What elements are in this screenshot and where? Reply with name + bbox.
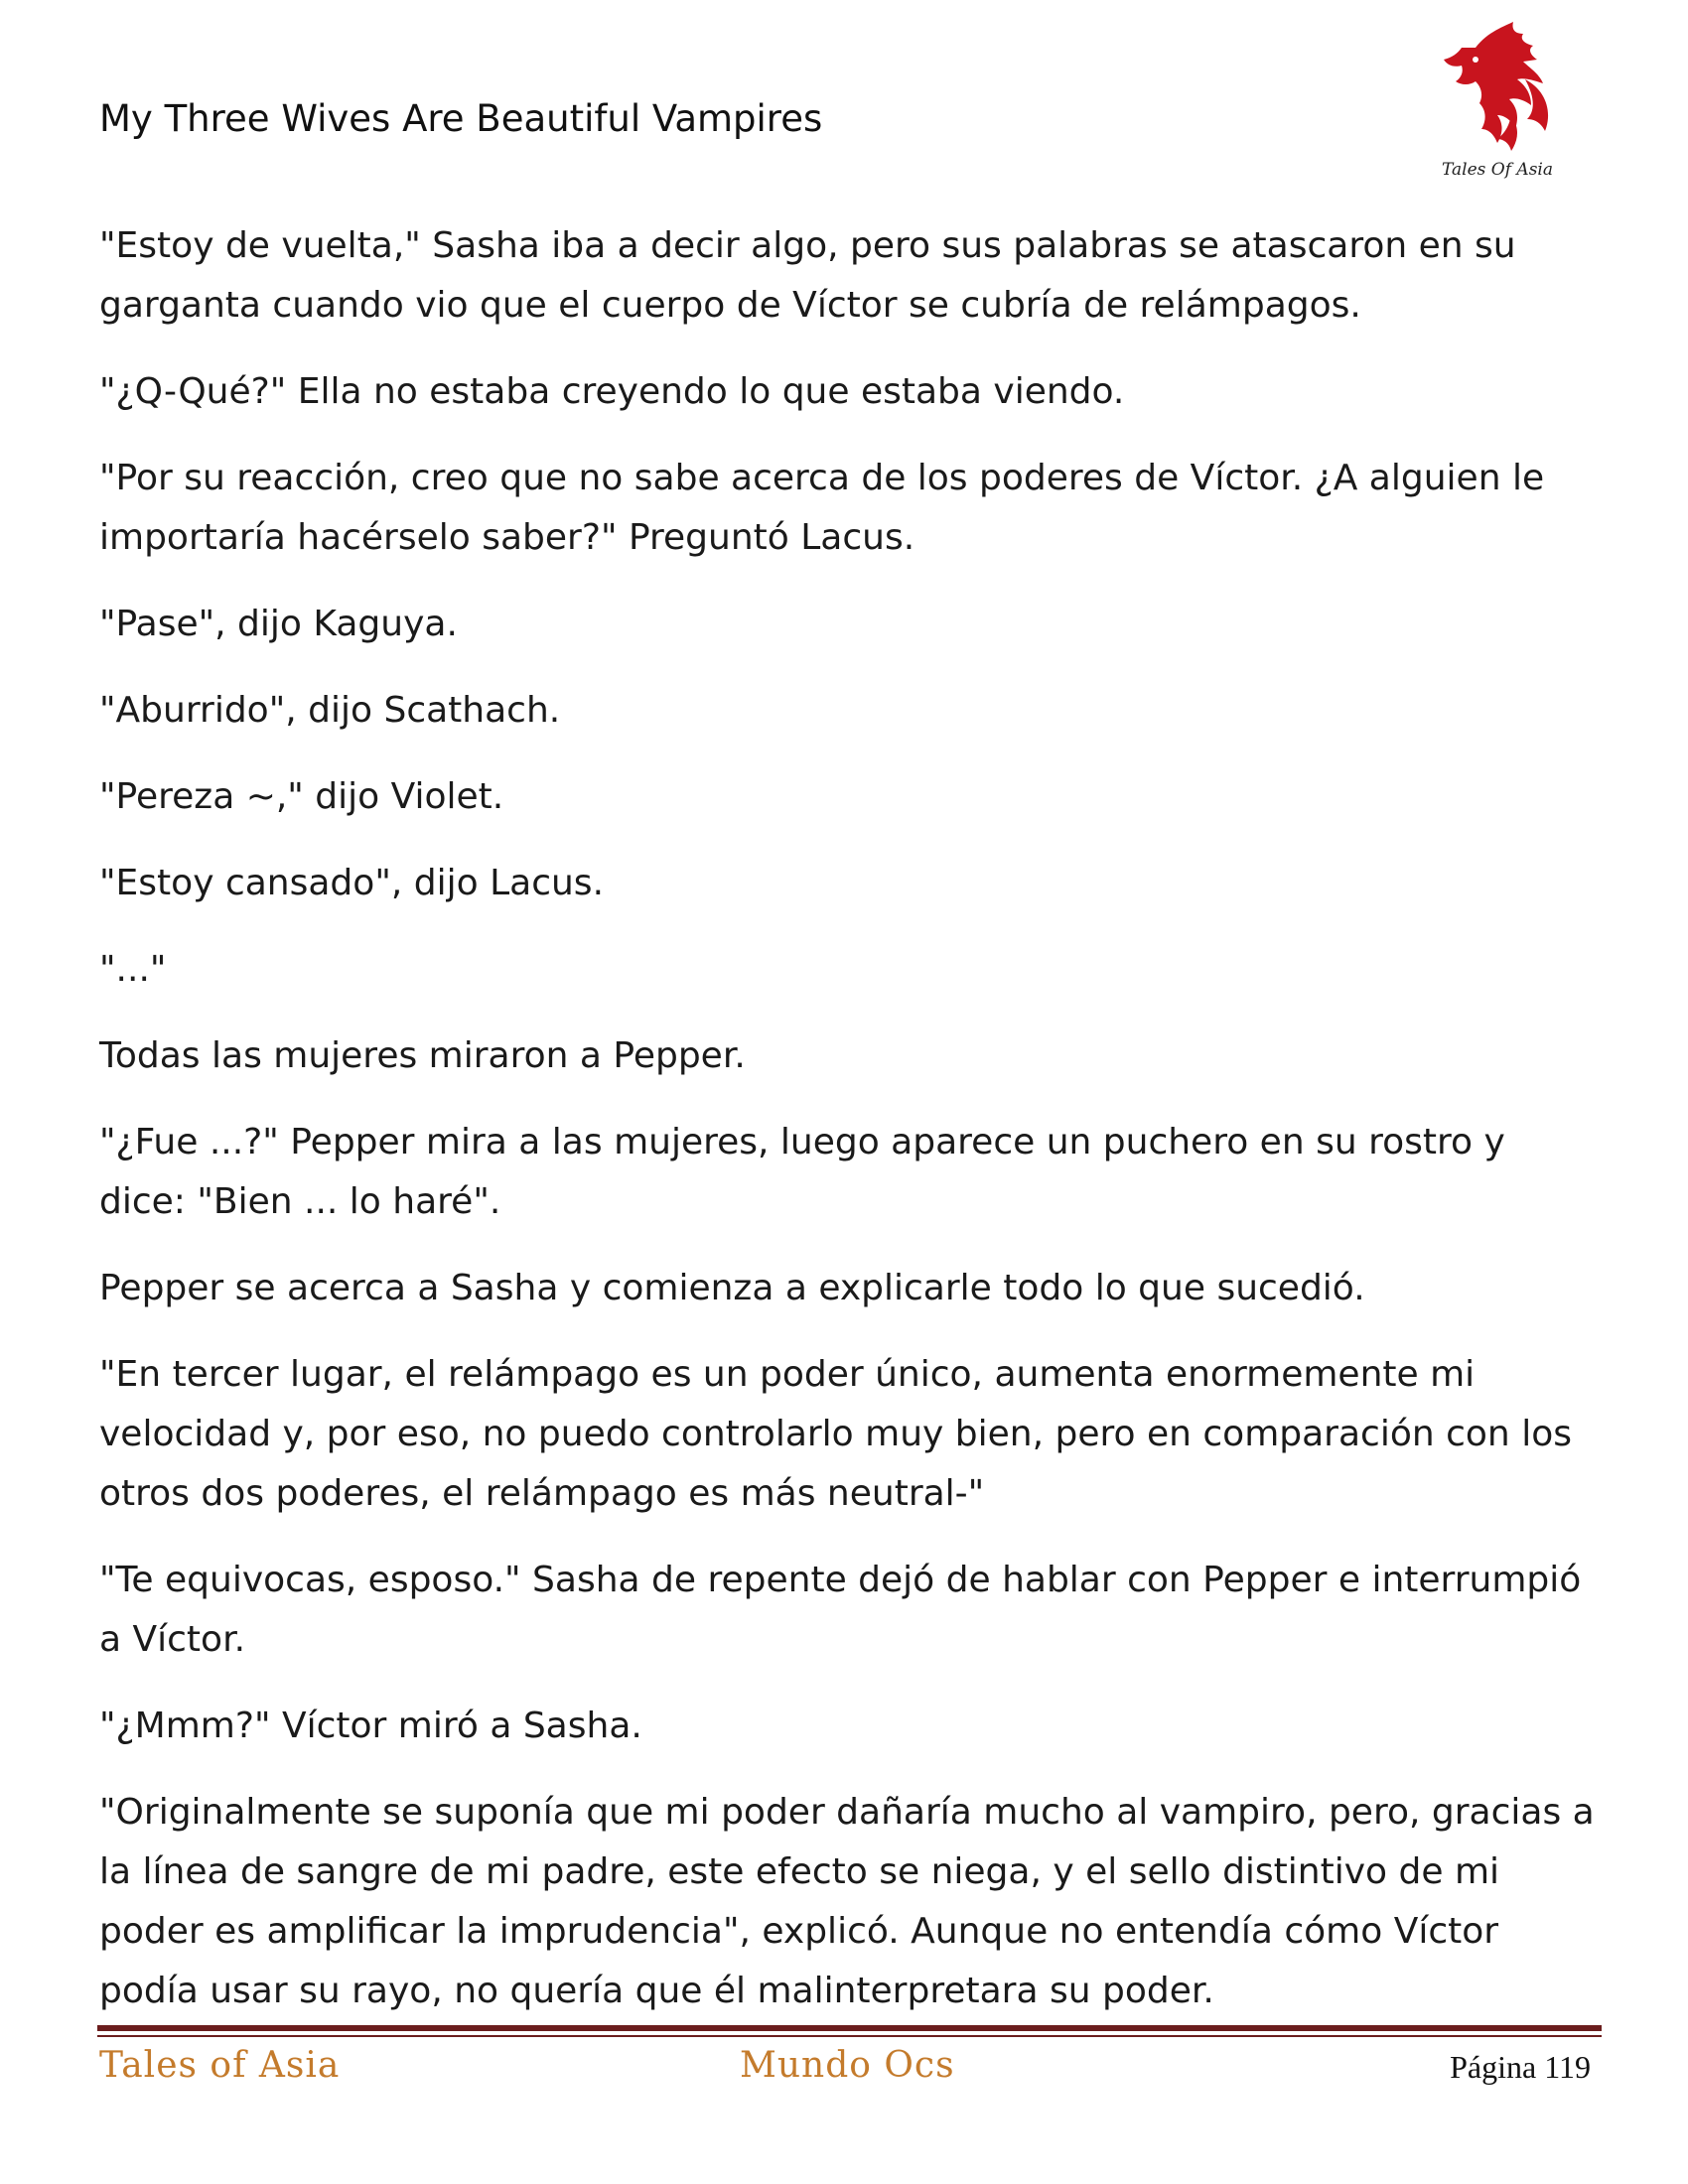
paragraph: "Pereza ~," dijo Violet. <box>99 776 504 817</box>
page-number: Página 119 <box>1450 2049 1591 2085</box>
paragraph: "Estoy de vuelta," Sasha iba a decir algo, pero sus palabras se atascaron en su garganta cuando vio que el cuerpo de Víctor se cubría de relámpagos. <box>99 225 1516 326</box>
paragraph: "Pase", dijo Kaguya. <box>99 604 458 644</box>
logo-text: Tales Of Asia <box>1442 160 1553 180</box>
paragraph: "¿Fue ...?" Pepper mira a las mujeres, luego aparece un puchero en su rostro y dice: "Bien ... lo haré". <box>99 1122 1505 1222</box>
page-header-title: My Three Wives Are Beautiful Vampires <box>99 97 823 140</box>
paragraph: "Estoy cansado", dijo Lacus. <box>99 863 605 903</box>
tales-of-asia-logo <box>1428 20 1567 184</box>
paragraph: "¿Mmm?" Víctor miró a Sasha. <box>99 1706 642 1746</box>
red-dragon-icon <box>1428 20 1567 184</box>
paragraph: "..." <box>99 949 167 990</box>
paragraph: "En tercer lugar, el relámpago es un poder único, aumenta enormemente mi velocidad y, por eso, no puedo controlarlo muy bien, pero en comparación con los otros dos poderes, el relámpago es más neutral-" <box>99 1354 1572 1514</box>
footer-publisher: Tales of Asia <box>99 2045 341 2086</box>
paragraph: "Te equivocas, esposo." Sasha de repente dejó de hablar con Pepper e interrumpió a Víctor. <box>99 1560 1582 1660</box>
chapter-body <box>99 216 1599 2048</box>
paragraph: Todas las mujeres miraron a Pepper. <box>99 1035 746 1076</box>
footer-site: Mundo Ocs <box>740 2045 955 2086</box>
footer-divider-thin <box>97 2035 1602 2037</box>
paragraph: "Por su reacción, creo que no sabe acerca de los poderes de Víctor. ¿A alguien le importaría hacérselo saber?" Preguntó Lacus. <box>99 458 1545 558</box>
footer-divider <box>97 2025 1602 2031</box>
paragraph: "Originalmente se suponía que mi poder dañaría mucho al vampiro, pero, gracias a la línea de sangre de mi padre, este efecto se niega, y el sello distintivo de mi poder es amplificar la imprudencia", explicó. Aunque no entendía cómo Víctor podía usar su rayo, no quería que él malinterpretara su poder. <box>99 1792 1595 2011</box>
paragraph: "¿Q-Qué?" Ella no estaba creyendo lo que estaba viendo. <box>99 371 1125 412</box>
paragraph: "Aburrido", dijo Scathach. <box>99 690 561 731</box>
paragraph: Pepper se acerca a Sasha y comienza a explicarle todo lo que sucedió. <box>99 1268 1365 1308</box>
